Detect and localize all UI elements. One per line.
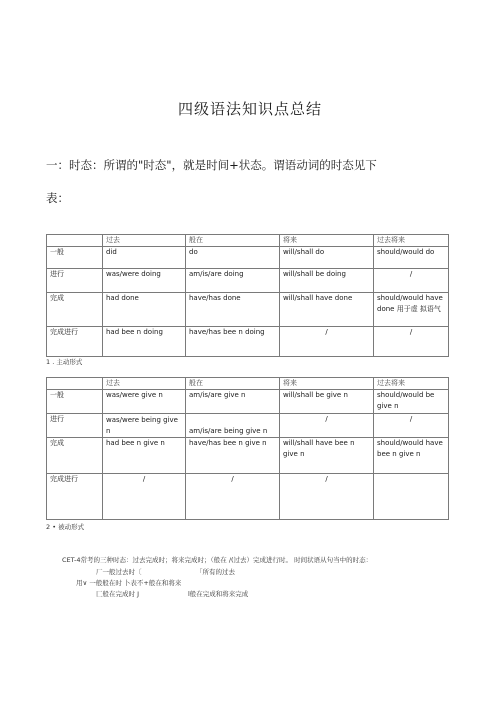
table-cell: / [374,327,449,357]
table-cell: am/is/are doing [186,269,280,293]
table-row [47,293,449,327]
table-header-cell: 过去将来 [374,235,449,247]
table-row [47,327,449,357]
active-form-caption: 1 . 主动形式 [46,358,83,366]
table-cell: had bee n doing [103,327,186,357]
note-line-2b: 「所有的过去 [196,568,235,576]
table-row [47,438,449,474]
table-cell: was/were being give n [103,414,186,438]
table-cell: should/would have bee n give n [374,438,449,474]
table-header-cell: 过去 [103,378,186,390]
table-cell: should/would be give n [374,390,449,414]
note-line-3: 用∨ 一般般在时 卜表不+般在和将来 [76,579,182,587]
table-cell: will/shall be give n [280,390,374,414]
table-cell: had bee n give n [103,438,186,474]
table-header-cell: 过去 [103,235,186,247]
table-cell: / [374,414,449,438]
table-cell: / [186,474,280,520]
table-header-cell [47,235,103,247]
table-header-cell: 将来 [280,378,374,390]
table-cell: should/would have done 用于虚 拟语气 [374,293,449,327]
note-line-4b: l般在完成和将来完成 [188,590,249,598]
table-cell: do [186,247,280,269]
table-cell: am/is/are give n [186,390,280,414]
table-cell: / [280,474,374,520]
table-cell: 一般 [47,390,103,414]
table-cell: 完成进行 [47,327,103,357]
table-cell: / [280,414,374,438]
table-header-cell [47,378,103,390]
table-cell: was/were doing [103,269,186,293]
table-cell: 进行 [47,269,103,293]
table-cell: / [374,269,449,293]
table-cell: 进行 [47,414,103,438]
passive-form-caption: 2 • 被动形式 [46,523,85,531]
table-header-cell: 过去将来 [374,378,449,390]
table-cell: / [103,474,186,520]
table-cell: will/shall have done [280,293,374,327]
document-title: 四级语法知识点总结 [177,100,322,118]
table-header-row [47,378,449,390]
intro-line-2: 表： [46,191,69,205]
table-cell: will/shall be doing [280,269,374,293]
table-cell: should/would do [374,247,449,269]
table-cell: had done [103,293,186,327]
table-cell: have/has done [186,293,280,327]
table-cell: 完成进行 [47,474,103,520]
table-row [47,269,449,293]
table-row [47,390,449,414]
table-cell: was/were give n [103,390,186,414]
table-cell: will/shall do [280,247,374,269]
table-cell [374,474,449,520]
table-cell: am/is/are being give n [186,414,280,438]
table-header-row [47,235,449,247]
table-header-cell: 般在 [186,378,280,390]
note-line-1: CET-4常考的三种时态：过去完成时；将来完成时；（般在 /(过去）完成进行时。 时间状语从句当中的时态： [62,556,373,564]
passive-tense-table [46,377,449,520]
table-cell: 完成 [47,293,103,327]
table-cell: / [280,327,374,357]
note-line-2a: 厂一般过去时〔 [96,568,142,576]
table-cell: 完成 [47,438,103,474]
active-tense-table [46,234,449,357]
table-cell: have/has bee n doing [186,327,280,357]
table-row [47,414,449,438]
table-row [47,247,449,269]
note-line-4a: 匚般在完成时 J [96,590,139,598]
intro-line-1: 一：时态：所谓的"时态"，就是时间+状态。谓语动词的时态见下 [46,158,377,172]
table-cell: will/shall have bee n give n [280,438,374,474]
table-cell: did [103,247,186,269]
table-row [47,474,449,520]
table-cell: 一般 [47,247,103,269]
table-header-cell: 将来 [280,235,374,247]
table-header-cell: 般在 [186,235,280,247]
table-cell: have/has bee n give n [186,438,280,474]
